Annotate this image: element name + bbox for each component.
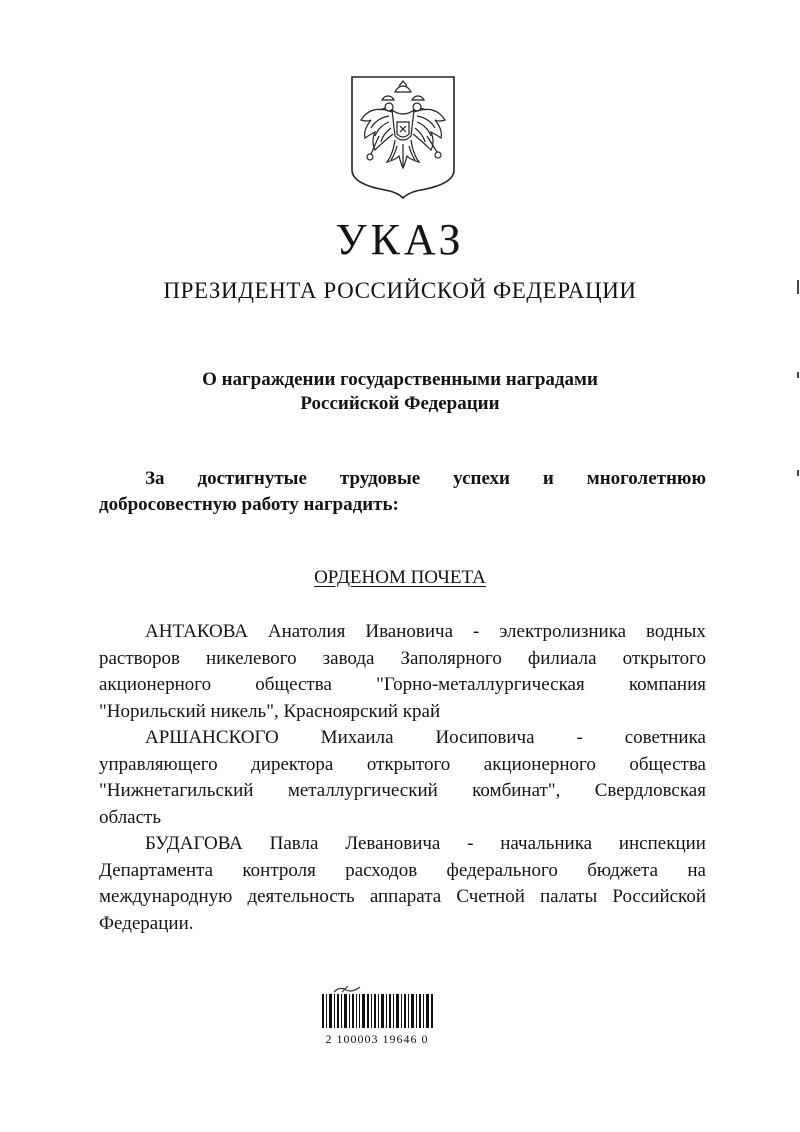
intro-word: успехи — [453, 468, 510, 489]
word: директора — [251, 753, 334, 775]
word: "Горно-металлургическая — [376, 674, 585, 695]
subject-line-1: О награждении государственными наградами — [202, 369, 598, 390]
subject-line-2: Российской Федерации — [300, 393, 500, 414]
word: начальника — [500, 833, 593, 854]
intro-word: и — [542, 468, 554, 489]
word: деятельность — [247, 886, 355, 907]
intro-line-2: добросовестную работу наградить: — [99, 494, 399, 515]
awardee-entry — [99, 725, 706, 831]
awardee-last-line: область — [99, 806, 162, 828]
awardee-entry — [99, 831, 706, 937]
word: инспекции — [618, 833, 706, 854]
word: Михаила — [320, 727, 394, 748]
word: Заполярного — [400, 647, 502, 669]
word: завода — [322, 647, 375, 669]
word: Павла — [269, 833, 319, 854]
awardee-line — [99, 831, 706, 858]
word: федерального — [446, 859, 558, 881]
awardee-entry — [99, 619, 706, 725]
word: Ивановича — [365, 621, 454, 642]
word: советника — [624, 727, 706, 748]
word: электролизника — [499, 621, 627, 642]
word: Иосиповича — [435, 727, 535, 748]
word: Российской — [612, 886, 706, 907]
awardee-line — [99, 752, 706, 779]
word: "Нижнетагильский — [99, 780, 254, 801]
document-subject — [0, 368, 800, 416]
word: управляющего — [99, 753, 218, 775]
word: бюджета — [587, 859, 659, 881]
word: Анатолия — [267, 621, 346, 642]
awardee-last-line: Федерации. — [99, 912, 194, 934]
word: Счетной — [456, 886, 525, 907]
awardee-line — [99, 725, 706, 752]
intro-word: достигнутые — [197, 468, 307, 489]
word: общества — [629, 753, 706, 775]
word: филиала — [527, 647, 597, 669]
awardee-line — [99, 672, 706, 699]
word: Департамента — [99, 859, 214, 881]
word: палаты — [539, 886, 598, 907]
scan-edge-artifacts — [796, 0, 800, 1132]
barcode-bars — [322, 994, 434, 1028]
awardee-line — [99, 619, 706, 646]
word: - — [576, 727, 583, 748]
word: никелевого — [206, 647, 297, 669]
word: расходов — [345, 859, 418, 881]
awardee-line — [99, 778, 706, 805]
award-name: ОРДЕНОМ ПОЧЕТА — [314, 567, 486, 588]
awardee-last-line: "Норильский никель", Красноярский край — [99, 700, 441, 722]
word: открытого — [622, 647, 706, 669]
intro-word: трудовые — [339, 468, 421, 489]
word: компания — [628, 674, 706, 695]
word: комбинат", — [472, 780, 561, 801]
word: аппарата — [369, 886, 442, 907]
word: - — [472, 621, 480, 642]
word: акционерного — [483, 753, 596, 775]
word: акционерного — [99, 674, 212, 695]
word: АНТАКОВА — [145, 621, 248, 642]
word: Левановича — [345, 833, 441, 854]
awardees-list — [99, 619, 706, 937]
word: контроля — [242, 859, 316, 881]
word: металлургический — [287, 780, 438, 801]
awardee-line — [99, 646, 706, 673]
word: водных — [646, 621, 706, 642]
word: международную — [99, 886, 233, 907]
word: открытого — [366, 753, 451, 775]
word: на — [687, 859, 706, 881]
barcode — [312, 984, 442, 1050]
barcode-number: 2 100003 19646 0 — [325, 1032, 429, 1046]
document-issuer: ПРЕЗИДЕНТА РОССИЙСКОЙ ФЕДЕРАЦИИ — [163, 278, 637, 303]
intro-word: многолетнюю — [586, 468, 706, 489]
word: Свердловская — [594, 780, 706, 801]
document-title: УКАЗ — [335, 215, 465, 264]
intro-line-1 — [99, 466, 706, 492]
word: АРШАНСКОГО — [145, 727, 279, 748]
awardee-line — [99, 884, 706, 911]
barcode-mark-icon — [332, 984, 362, 994]
coat-of-arms-icon — [349, 74, 457, 200]
awardee-line — [99, 858, 706, 885]
intro-paragraph — [99, 466, 706, 518]
word: - — [467, 833, 474, 854]
word: растворов — [99, 647, 180, 669]
word: общества — [255, 674, 332, 695]
word: БУДАГОВА — [145, 833, 243, 854]
intro-word: За — [145, 468, 165, 489]
